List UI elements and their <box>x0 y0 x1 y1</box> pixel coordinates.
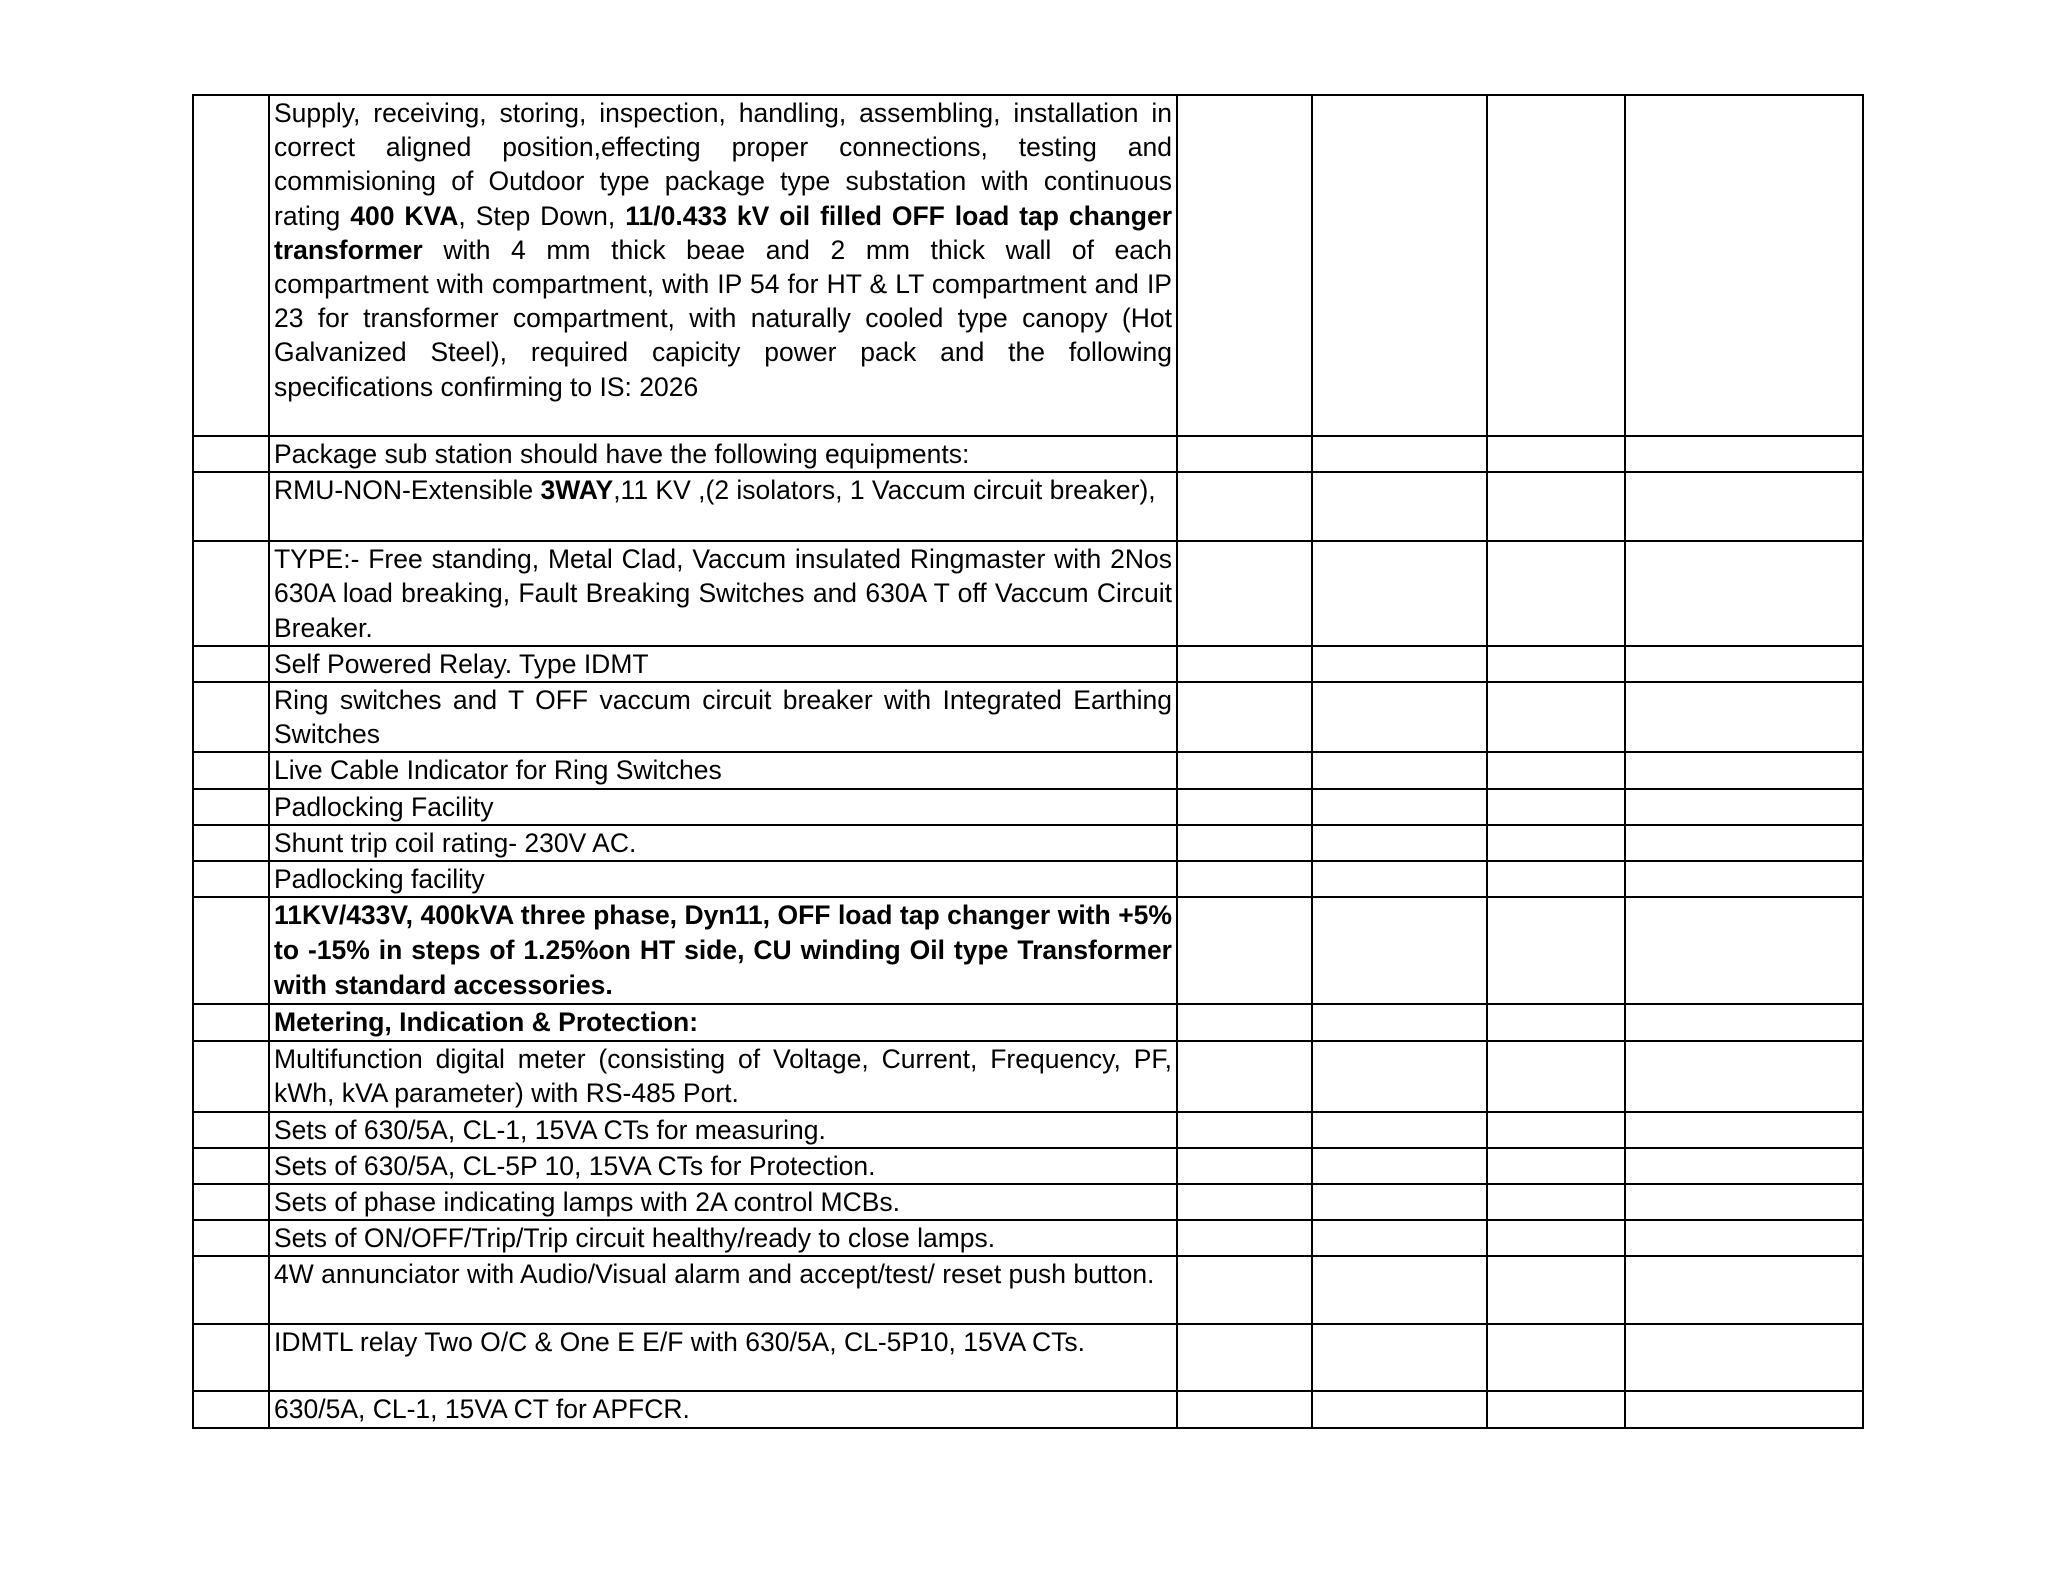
description-text: Self Powered Relay. Type IDMT <box>274 648 649 679</box>
table-row <box>193 1324 1863 1391</box>
item-description-cell <box>269 1184 1177 1220</box>
description-text: 11KV/433V, 400kVA three phase, Dyn11, OFF load tap changer with +5% to -15% in steps of 1.25%on HT side, CU winding Oil type Transformer with standard accessories. <box>274 900 1172 1001</box>
item-description-cell <box>269 1220 1177 1256</box>
table-row <box>193 1148 1863 1184</box>
quantity-cell <box>1312 752 1487 788</box>
quantity-cell <box>1312 1041 1487 1111</box>
item-description-cell <box>269 682 1177 752</box>
rate-cell <box>1487 1256 1625 1324</box>
rate-cell <box>1487 1391 1625 1427</box>
description-text: Padlocking facility <box>274 864 485 895</box>
quantity-cell <box>1312 1391 1487 1427</box>
unit-cell <box>1177 1112 1312 1148</box>
item-description-cell <box>269 752 1177 788</box>
table-body <box>193 95 1863 1428</box>
amount-cell <box>1625 752 1863 788</box>
description-text: Shunt trip coil rating- 230V AC. <box>274 827 637 858</box>
rate-cell <box>1487 646 1625 682</box>
unit-cell <box>1177 1220 1312 1256</box>
item-description-cell <box>269 541 1177 646</box>
unit-cell <box>1177 825 1312 861</box>
item-number-cell <box>193 1148 269 1184</box>
item-number-cell <box>193 752 269 788</box>
rate-cell <box>1487 861 1625 897</box>
item-number-cell <box>193 1112 269 1148</box>
unit-cell <box>1177 436 1312 472</box>
unit-cell <box>1177 1391 1312 1427</box>
rate-cell <box>1487 472 1625 541</box>
rate-cell <box>1487 1112 1625 1148</box>
description-text: Sets of 630/5A, CL-1, 15VA CTs for measuring. <box>274 1114 826 1145</box>
item-description-cell <box>269 789 1177 825</box>
amount-cell <box>1625 789 1863 825</box>
quantity-cell <box>1312 1220 1487 1256</box>
quantity-cell <box>1312 472 1487 541</box>
item-description-cell <box>269 472 1177 541</box>
amount-cell <box>1625 1184 1863 1220</box>
table-row <box>193 752 1863 788</box>
rate-cell <box>1487 1324 1625 1391</box>
item-number-cell <box>193 682 269 752</box>
amount-cell <box>1625 646 1863 682</box>
amount-cell <box>1625 1148 1863 1184</box>
description-text: ,11 KV ,(2 isolators, 1 Vaccum circuit breaker), <box>613 475 1156 506</box>
amount-cell <box>1625 1324 1863 1391</box>
unit-cell <box>1177 472 1312 541</box>
description-text: with 4 mm thick beae and 2 mm thick wall of each compartment with compartment, with IP 54 for HT & LT compartment and IP 23 for transformer compartment, with naturally cooled type canopy (Hot Galvanized Steel), required capicity power pack and the following specifications confirming to IS: 2026 <box>274 234 1172 402</box>
description-text: Metering, Indication & Protection: <box>274 1007 699 1038</box>
item-description-cell <box>269 436 1177 472</box>
item-number-cell <box>193 1041 269 1111</box>
item-number-cell <box>193 646 269 682</box>
item-number-cell <box>193 1391 269 1427</box>
amount-cell <box>1625 682 1863 752</box>
item-description-cell <box>269 95 1177 436</box>
rate-cell <box>1487 436 1625 472</box>
unit-cell <box>1177 1041 1312 1111</box>
item-number-cell <box>193 825 269 861</box>
rate-cell <box>1487 541 1625 646</box>
unit-cell <box>1177 1004 1312 1041</box>
item-number-cell <box>193 1004 269 1041</box>
table-row <box>193 95 1863 436</box>
amount-cell <box>1625 897 1863 1004</box>
description-text: Multifunction digital meter (consisting of Voltage, Current, Frequency, PF, kWh, kVA parameter) with RS-485 Port. <box>274 1044 1172 1109</box>
table-row <box>193 1184 1863 1220</box>
item-number-cell <box>193 1256 269 1324</box>
unit-cell <box>1177 646 1312 682</box>
description-text: Sets of 630/5A, CL-5P 10, 15VA CTs for Protection. <box>274 1150 876 1181</box>
unit-cell <box>1177 95 1312 436</box>
table-row <box>193 897 1863 1004</box>
amount-cell <box>1625 1112 1863 1148</box>
item-description-cell <box>269 1256 1177 1324</box>
quantity-cell <box>1312 541 1487 646</box>
table-row <box>193 472 1863 541</box>
item-description-cell <box>269 897 1177 1004</box>
description-text: Supply, receiving, storing, inspection, handling, assembling, installation in correct aligned position,effecting proper connections, testing and commisioning of Outdoor type package type substation with continuous rating <box>274 98 1172 231</box>
quantity-cell <box>1312 789 1487 825</box>
unit-cell <box>1177 861 1312 897</box>
quantity-cell <box>1312 1256 1487 1324</box>
amount-cell <box>1625 436 1863 472</box>
description-text: 11/0.433 kV oil filled OFF load tap changer transformer <box>274 200 1173 265</box>
table-row <box>193 1256 1863 1324</box>
rate-cell <box>1487 1148 1625 1184</box>
quantity-cell <box>1312 1148 1487 1184</box>
quantity-cell <box>1312 1112 1487 1148</box>
table-row <box>193 646 1863 682</box>
quantity-cell <box>1312 1324 1487 1391</box>
quantity-cell <box>1312 861 1487 897</box>
rate-cell <box>1487 1220 1625 1256</box>
item-number-cell <box>193 436 269 472</box>
amount-cell <box>1625 1256 1863 1324</box>
rate-cell <box>1487 95 1625 436</box>
rate-cell <box>1487 1041 1625 1111</box>
table-row <box>193 861 1863 897</box>
table-row <box>193 1391 1863 1427</box>
table-row <box>193 789 1863 825</box>
bill-of-quantities-table <box>192 94 1864 1429</box>
item-description-cell <box>269 1112 1177 1148</box>
item-description-cell <box>269 825 1177 861</box>
unit-cell <box>1177 897 1312 1004</box>
rate-cell <box>1487 789 1625 825</box>
description-text: 400 KVA <box>350 200 459 231</box>
quantity-cell <box>1312 682 1487 752</box>
item-number-cell <box>193 541 269 646</box>
amount-cell <box>1625 1220 1863 1256</box>
table-row <box>193 436 1863 472</box>
amount-cell <box>1625 472 1863 541</box>
table-row <box>193 682 1863 752</box>
rate-cell <box>1487 825 1625 861</box>
item-number-cell <box>193 897 269 1004</box>
item-description-cell <box>269 1148 1177 1184</box>
amount-cell <box>1625 541 1863 646</box>
description-text: TYPE:- Free standing, Metal Clad, Vaccum insulated Ringmaster with 2Nos 630A load breaking, Fault Breaking Switches and 630A T off Vaccum Circuit Breaker. <box>274 544 1172 643</box>
item-number-cell <box>193 789 269 825</box>
item-number-cell <box>193 1324 269 1391</box>
description-text: 4W annunciator with Audio/Visual alarm and accept/test/ reset push button. <box>274 1259 1155 1290</box>
unit-cell <box>1177 1148 1312 1184</box>
table-row <box>193 1220 1863 1256</box>
item-number-cell <box>193 472 269 541</box>
description-text: Package sub station should have the following equipments: <box>274 439 970 469</box>
rate-cell <box>1487 897 1625 1004</box>
item-number-cell <box>193 1220 269 1256</box>
rate-cell <box>1487 752 1625 788</box>
description-text: Live Cable Indicator for Ring Switches <box>274 755 722 786</box>
item-description-cell <box>269 1041 1177 1111</box>
item-number-cell <box>193 861 269 897</box>
amount-cell <box>1625 1391 1863 1427</box>
rate-cell <box>1487 1004 1625 1041</box>
amount-cell <box>1625 861 1863 897</box>
item-description-cell <box>269 1324 1177 1391</box>
table-row <box>193 825 1863 861</box>
unit-cell <box>1177 752 1312 788</box>
item-number-cell <box>193 95 269 436</box>
table-row <box>193 541 1863 646</box>
amount-cell <box>1625 95 1863 436</box>
item-description-cell <box>269 861 1177 897</box>
quantity-cell <box>1312 1004 1487 1041</box>
item-description-cell <box>269 646 1177 682</box>
table-row <box>193 1041 1863 1111</box>
description-text: Sets of phase indicating lamps with 2A control MCBs. <box>274 1187 900 1218</box>
table-row <box>193 1004 1863 1041</box>
description-text: Padlocking Facility <box>274 791 494 822</box>
description-text: 3WAY <box>540 475 614 506</box>
amount-cell <box>1625 1041 1863 1111</box>
unit-cell <box>1177 682 1312 752</box>
unit-cell <box>1177 1256 1312 1324</box>
description-text: 630/5A, CL-1, 15VA CT for APFCR. <box>274 1394 690 1425</box>
quantity-cell <box>1312 825 1487 861</box>
quantity-cell <box>1312 436 1487 472</box>
quantity-cell <box>1312 646 1487 682</box>
item-number-cell <box>193 1184 269 1220</box>
rate-cell <box>1487 1184 1625 1220</box>
amount-cell <box>1625 1004 1863 1041</box>
item-description-cell <box>269 1391 1177 1427</box>
table-row <box>193 1112 1863 1148</box>
description-text: Sets of ON/OFF/Trip/Trip circuit healthy/ready to close lamps. <box>274 1223 996 1254</box>
description-text: RMU-NON-Extensible <box>274 475 541 506</box>
unit-cell <box>1177 1324 1312 1391</box>
unit-cell <box>1177 541 1312 646</box>
quantity-cell <box>1312 1184 1487 1220</box>
amount-cell <box>1625 825 1863 861</box>
quantity-cell <box>1312 897 1487 1004</box>
quantity-cell <box>1312 95 1487 436</box>
rate-cell <box>1487 682 1625 752</box>
unit-cell <box>1177 789 1312 825</box>
description-text: Ring switches and T OFF vaccum circuit breaker with Integrated Earthing Switches <box>274 685 1172 750</box>
unit-cell <box>1177 1184 1312 1220</box>
item-description-cell <box>269 1004 1177 1041</box>
description-text: IDMTL relay Two O/C & One E E/F with 630/5A, CL-5P10, 15VA CTs. <box>274 1327 1086 1358</box>
description-text: , Step Down, <box>458 200 626 231</box>
